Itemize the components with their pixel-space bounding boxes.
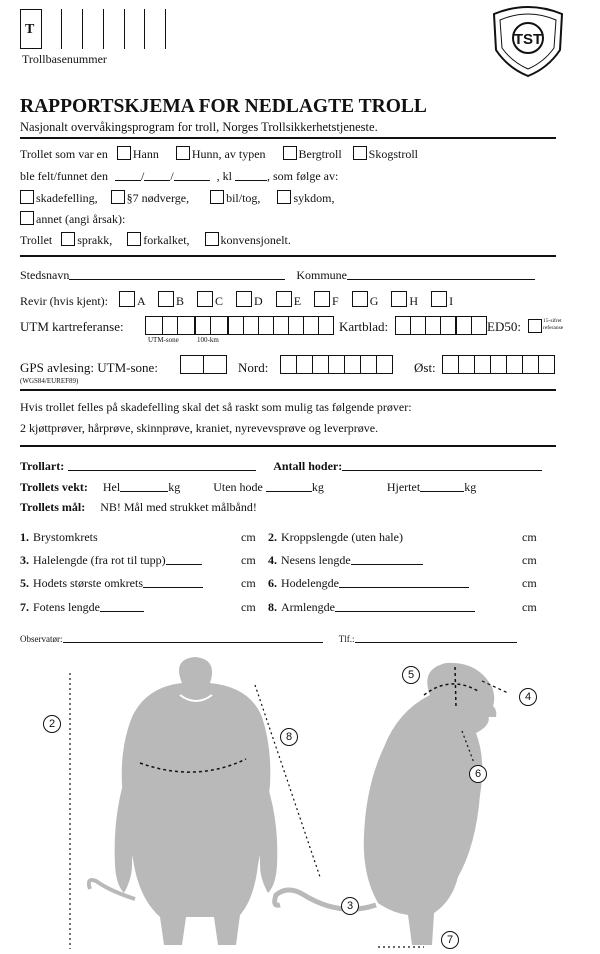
utm-reference-field[interactable]: [145, 316, 334, 335]
cause-other-row: annet (angi årsak):: [20, 211, 125, 227]
measure-unit: cm: [522, 576, 537, 590]
measure-row: [20, 553, 202, 568]
tst-logo: [486, 2, 570, 80]
measure-label: Armlengde: [281, 600, 335, 614]
measure-field[interactable]: [351, 553, 423, 565]
base-number-boxes[interactable]: [20, 9, 166, 49]
cause-defense-checkbox[interactable]: [111, 190, 125, 204]
date-year-field[interactable]: [174, 169, 210, 181]
front-troll-figure: [70, 657, 320, 949]
gps-label: GPS avlesing: UTM-sone:: [20, 360, 158, 375]
measure-unit: cm: [522, 600, 537, 614]
cause-felling-checkbox[interactable]: [20, 190, 34, 204]
map-sheet-field[interactable]: [395, 316, 487, 335]
measure-number: 8.: [268, 600, 277, 614]
district-e-checkbox[interactable]: [276, 291, 292, 307]
measure-row: [20, 600, 144, 615]
measure-row: [20, 576, 203, 591]
measure-label: Hodets største omkrets: [33, 576, 143, 590]
measure-unit: cm: [241, 576, 256, 590]
district-f-checkbox[interactable]: [314, 291, 330, 307]
cause-other-checkbox[interactable]: [20, 211, 34, 225]
species-field[interactable]: [68, 459, 256, 471]
measure-number: 4.: [268, 553, 277, 567]
mountain-troll-checkbox[interactable]: [283, 146, 297, 160]
district-options: A B C D E F G H I: [115, 294, 453, 308]
phone-field[interactable]: [355, 633, 517, 643]
marker-4: 4: [519, 688, 537, 706]
district-h-checkbox[interactable]: [391, 291, 407, 307]
east-field[interactable]: [442, 355, 555, 374]
measure-field[interactable]: [143, 576, 203, 588]
district-g-checkbox[interactable]: [352, 291, 368, 307]
forest-troll-checkbox[interactable]: [353, 146, 367, 160]
marker-2: 2: [43, 715, 61, 733]
cause-illness-checkbox[interactable]: [277, 190, 291, 204]
measure-unit: cm: [241, 553, 256, 567]
measure-header: Trollets mål: NB! Mål med strukket målbånd!: [20, 500, 257, 514]
weight-whole-field[interactable]: [120, 480, 168, 492]
state-calcified-checkbox[interactable]: [127, 232, 141, 246]
weight-no-head-field[interactable]: [266, 480, 312, 492]
male-checkbox[interactable]: [117, 146, 131, 160]
marker-6: 6: [469, 765, 487, 783]
form-subtitle: Nasjonalt overvåkingsprogram for troll, Norges Trollsikkerhetstjeneste.: [20, 120, 378, 134]
measure-unit: cm: [522, 530, 537, 544]
district-i-checkbox[interactable]: [431, 291, 447, 307]
measure-label: Brystomkrets: [33, 530, 98, 544]
observer-row: Observatør: Tlf.:: [20, 633, 517, 644]
time-field[interactable]: [235, 169, 267, 181]
measure-row: [20, 530, 98, 545]
ed50-checkbox[interactable]: [528, 319, 542, 333]
measure-number: 7.: [20, 600, 29, 614]
troll-diagram: [0, 655, 600, 954]
measure-label: Halelengde (fra rot til tupp): [33, 553, 166, 567]
gps-note: (WGS84/EUREF89): [20, 377, 79, 385]
sex-row: Trollet som var en Hann Hunn, av typen Bergtroll Skogstroll: [20, 147, 418, 161]
measure-label: Fotens lengde: [33, 600, 100, 614]
date-month-field[interactable]: [144, 169, 170, 181]
measure-field[interactable]: [166, 553, 202, 565]
measure-unit: cm: [241, 530, 256, 544]
measure-field[interactable]: [100, 600, 144, 612]
heads-field[interactable]: [342, 459, 542, 471]
date-day-field[interactable]: [115, 169, 141, 181]
marker-5: 5: [402, 666, 420, 684]
utm-label: UTM kartreferanse:: [20, 319, 124, 334]
measure-unit: cm: [241, 600, 256, 614]
measure-row: [268, 600, 475, 615]
gps-zone-field[interactable]: [180, 355, 227, 374]
measure-row: [268, 553, 423, 568]
base-number-label: Trollbasenummer: [22, 52, 107, 66]
marker-3: 3: [341, 897, 359, 915]
female-checkbox[interactable]: [176, 146, 190, 160]
east-label: Øst:: [414, 360, 436, 375]
measure-label: Nesens lengde: [281, 553, 351, 567]
observer-field[interactable]: [63, 633, 323, 643]
divider: [20, 137, 556, 139]
district-row: Revir (hvis kjent): A B C D E F G H I: [20, 291, 453, 309]
north-field[interactable]: [280, 355, 393, 374]
logo-text: TST: [513, 31, 543, 48]
divider: [20, 255, 556, 257]
utm-km-note: 100-km: [197, 336, 219, 344]
state-row: Trollet sprakk, forkalket, konvensjonelt.: [20, 233, 291, 247]
weight-heart-field[interactable]: [420, 480, 464, 492]
measure-row: [268, 576, 469, 591]
marker-8: 8: [280, 728, 298, 746]
species-row: Trollart: Antall hoder:: [20, 459, 542, 474]
measure-number: 1.: [20, 530, 29, 544]
state-burst-checkbox[interactable]: [61, 232, 75, 246]
place-field[interactable]: [69, 268, 285, 280]
measure-label: Kroppslengde (uten hale): [281, 530, 403, 544]
felled-row: ble felt/funnet den / / , kl , som følge av:: [20, 169, 339, 183]
measure-unit: cm: [522, 553, 537, 567]
weight-row: Trollets vekt: Hel kg Uten hode kg Hjertet kg: [20, 480, 477, 494]
district-d-checkbox[interactable]: [236, 291, 252, 307]
district-c-checkbox[interactable]: [197, 291, 213, 307]
municipality-field[interactable]: [347, 268, 535, 280]
samples-line-2: 2 kjøttprøver, hårprøve, skinnprøve, kraniet, nyrevevsprøve og leverprøve.: [20, 421, 379, 435]
district-b-checkbox[interactable]: [158, 291, 174, 307]
district-a-checkbox[interactable]: [119, 291, 135, 307]
measure-number: 3.: [20, 553, 29, 567]
measure-row: [268, 530, 403, 545]
cause-car-checkbox[interactable]: [210, 190, 224, 204]
measure-number: 2.: [268, 530, 277, 544]
map-sheet-label: Kartblad:: [339, 319, 389, 334]
measure-label: Hodelengde: [281, 576, 339, 590]
samples-line-1: Hvis trollet felles på skadefelling skal det så raskt som mulig tas følgende prøver:: [20, 400, 412, 414]
measure-number: 6.: [268, 576, 277, 590]
side-troll-figure: [275, 663, 508, 947]
divider: [20, 389, 556, 391]
divider: [20, 445, 556, 447]
utm-zone-note: UTM-sone: [148, 336, 179, 344]
form-title: RAPPORTSKJEMA FOR NEDLAGTE TROLL: [20, 96, 427, 117]
place-row: Stedsnavn Kommune: [20, 268, 535, 283]
cause-row: skadefelling, §7 nødverge, bil/tog, sykdom,: [20, 190, 334, 206]
ed50-note: 15-sifret referanse: [543, 318, 564, 331]
measure-number: 5.: [20, 576, 29, 590]
measure-field[interactable]: [339, 576, 469, 588]
state-conventional-checkbox[interactable]: [205, 232, 219, 246]
base-prefix: T: [25, 22, 35, 37]
north-label: Nord:: [238, 360, 269, 375]
ed50-label: ED50:: [487, 319, 521, 334]
measure-field[interactable]: [335, 600, 475, 612]
marker-7: 7: [441, 931, 459, 949]
